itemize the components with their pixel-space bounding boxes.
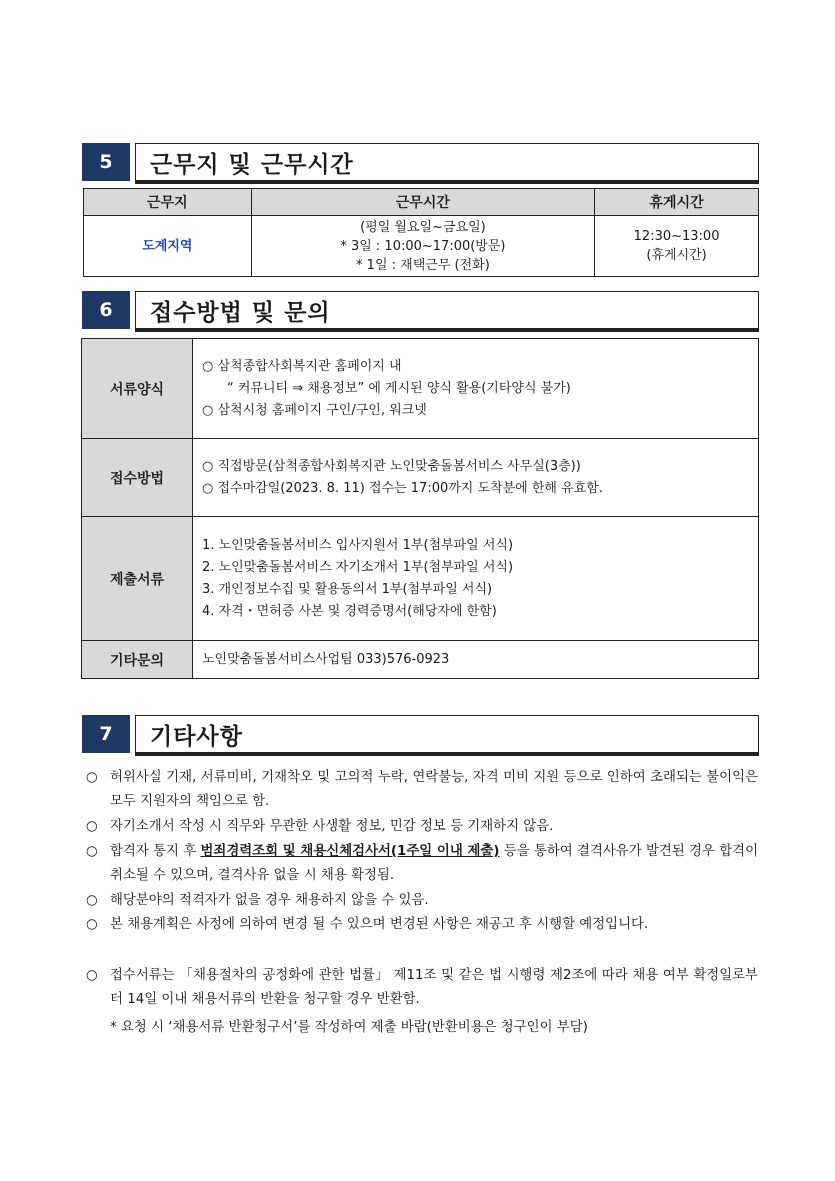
table-row [82,439,759,517]
content-line: ○ 삼척시청 홈페이지 구인/구인, 워크넷 [202,402,427,418]
circle-bullet-icon: ○ [86,844,98,859]
row-content [193,641,759,679]
content-line: 2. 노인맞춤돌봄서비스 자기소개서 1부(첨부파일 서식) [202,559,514,575]
content-line: “ 커뮤니티 ⇒ 채용정보” 에 게시된 양식 활용(기타양식 불가) [227,380,571,396]
row-content [193,517,759,641]
circle-bullet-icon: ○ [86,917,98,932]
section-7-number: 7 [82,715,130,753]
time-line: (평일 월요일~금요일) [360,219,486,235]
list-item [86,840,758,888]
table-header-row [84,189,759,216]
list-item [86,964,758,1012]
item-text [110,840,758,888]
row-label: 접수방법 [82,439,193,517]
table-row [82,339,759,439]
circle-bullet-icon: ○ [86,770,98,785]
row-label: 제출서류 [82,517,193,641]
work-place-value: 도계지역 [142,238,193,254]
content-line: 노인맞춤돌봄서비스사업팀 033)576-0923 [202,651,450,667]
list-item [86,913,758,937]
header-break: 휴게시간 [595,189,759,216]
section-5-title: 근무지 및 근무시간 [135,143,759,181]
note-text: * 요청 시 ‘채용서류 반환청구서’를 작성하여 제출 바람(반환비용은 청구인이 부담) [110,1020,588,1035]
break-line: 12:30~13:00 [633,229,720,244]
section-7-header [82,715,759,753]
row-content [193,439,759,517]
content-line: 4. 자격・면허증 사본 및 경력증명서(해당자에 한함) [202,603,497,619]
item-text: 자기소개서 작성 시 직무와 무관한 사생활 정보, 민감 정보 등 기재하지 않음. [110,819,554,834]
list-item [86,815,758,839]
content-line: ○ 접수마감일(2023. 8. 11) 접수는 17:00까지 도착분에 한해 유효함. [202,480,603,496]
row-content [193,339,759,439]
highlight-text: 범죄경력조회 및 채용신체검사서(1주일 이내 제출) [200,844,500,859]
section-6-header [82,291,759,329]
table-row [84,216,759,277]
time-line: * 1일 : 재택근무 (전화) [356,257,490,273]
break-line: (휴게시간) [646,248,707,263]
section-5-number: 5 [82,143,130,181]
content-line: ○ 직접방문(삼척종합사회복지관 노인맞춤돌봄서비스 사무실(3층)) [202,458,581,474]
circle-bullet-icon: ○ [86,968,98,983]
work-schedule-table [83,188,759,277]
work-time [251,216,594,277]
work-place [84,216,252,277]
circle-bullet-icon: ○ [86,819,98,834]
circle-bullet-icon: ○ [86,893,98,908]
section-6-number: 6 [82,291,130,329]
section-7-title: 기타사항 [135,715,759,753]
item-text: 접수서류는 「채용절차의 공정화에 관한 법률」 제11조 및 같은 법 시행령 제2조에 따라 채용 여부 확정일로부터 14일 이내 채용서류의 반환을 청구할 경우 반환함. [110,968,758,1007]
application-table [81,338,759,679]
item-text-post: 등을 통하여 결격사유가 발견된 경우 합격이 취소될 수 있으며, 결격사유 없을 시 채용 확정됨. [110,844,759,883]
item-text: 허위사실 기재, 서류미비, 기재착오 및 고의적 누락, 연락불능, 자격 미비 지원 등으로 인하여 초래되는 불이익은 모두 지원자의 책임으로 함. [110,770,758,809]
table-row [82,517,759,641]
table-row [82,641,759,679]
row-label: 기타문의 [82,641,193,679]
header-place: 근무지 [84,189,252,216]
item-text-pre: 합격자 통지 후 [110,844,201,859]
content-line: 3. 개인정보수집 및 활용동의서 1부(첨부파일 서식) [202,581,493,597]
time-line: * 3일 : 10:00~17:00(방문) [340,238,506,254]
content-line: ○ 삼척종합사회복지관 홈페이지 내 [202,358,402,374]
list-item [86,889,758,913]
item-text: 해당분야의 적격자가 없을 경우 채용하지 않을 수 있음. [110,893,429,908]
item-text: 본 채용계획은 사정에 의하여 변경 될 수 있으며 변경된 사항은 재공고 후 시행할 예정입니다. [110,917,649,932]
section-6-title: 접수방법 및 문의 [135,291,759,329]
section-5-header [82,143,759,181]
content-line: 1. 노인맞춤돌봄서비스 입사지원서 1부(첨부파일 서식) [202,537,514,553]
list-item [86,766,758,814]
row-label: 서류양식 [82,339,193,439]
break-time [595,216,759,277]
header-time: 근무시간 [251,189,594,216]
